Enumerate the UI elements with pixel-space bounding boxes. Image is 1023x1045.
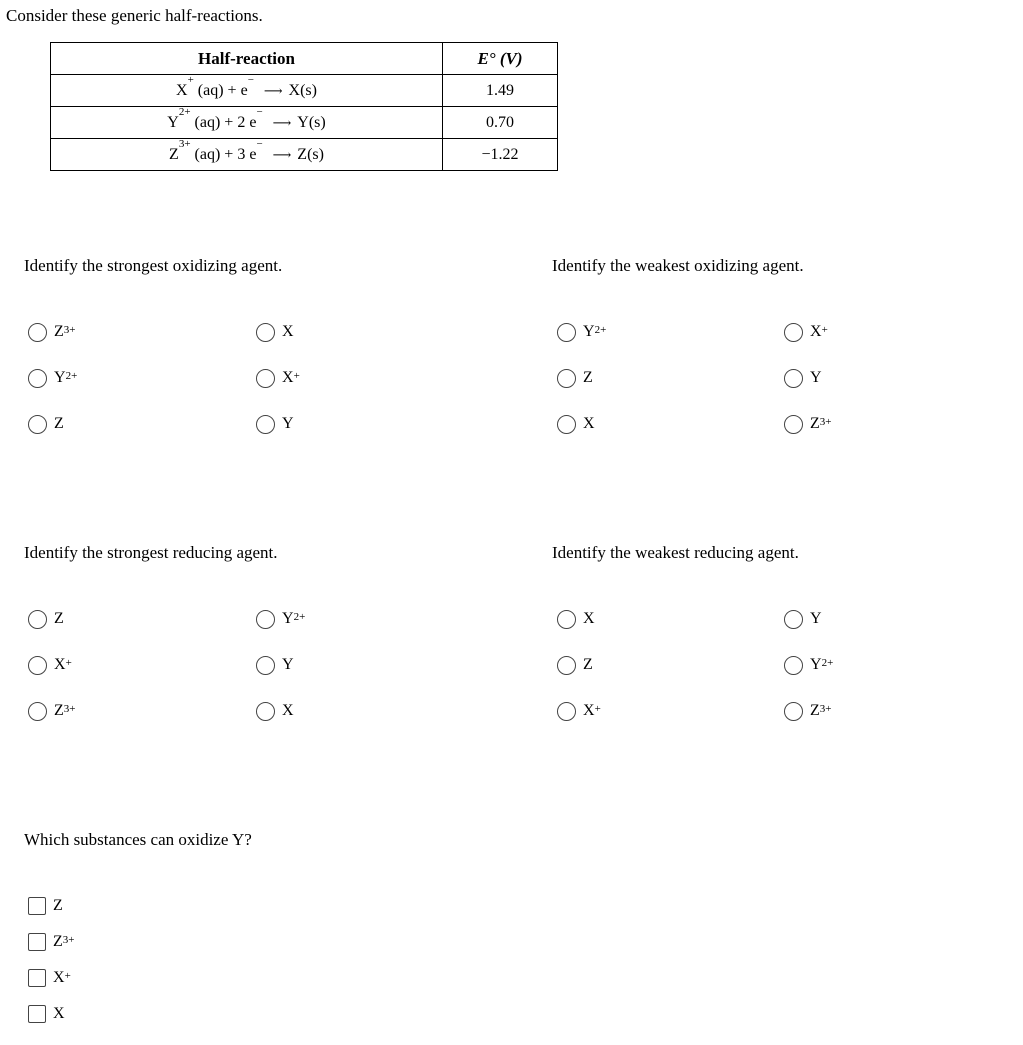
options-weakest-reducing-right	[784, 607, 833, 723]
potential-cell: −1.22	[443, 139, 558, 171]
radio-button[interactable]	[557, 610, 576, 629]
options-weakest-oxidizing-left	[557, 320, 606, 436]
radio-option[interactable]: X +	[256, 366, 300, 390]
intro-text: Consider these generic half-reactions.	[6, 6, 263, 25]
radio-option[interactable]: Y $^{2+}$	[256, 607, 305, 631]
radio-option[interactable]: Z	[28, 412, 77, 436]
radio-button[interactable]	[256, 656, 275, 675]
reaction-cell: $Y^{2+}$ (aq) + 2 e−⟶ Y(s)	[51, 107, 443, 139]
radio-button[interactable]	[256, 369, 275, 388]
checkbox[interactable]	[28, 1005, 46, 1023]
radio-button[interactable]	[28, 656, 47, 675]
radio-option[interactable]: Z	[28, 607, 76, 631]
radio-button[interactable]	[784, 369, 803, 388]
radio-option[interactable]: Y $^{2+}$	[28, 366, 77, 390]
radio-button[interactable]	[28, 610, 47, 629]
radio-button[interactable]	[784, 610, 803, 629]
reaction-cell: X+ (aq) + e−⟶ X(s)	[51, 75, 443, 107]
options-weakest-oxidizing-right	[784, 320, 832, 436]
radio-button[interactable]	[28, 369, 47, 388]
question-weakest-oxidizing: Identify the weakest oxidizing agent.	[552, 256, 804, 275]
radio-button[interactable]	[557, 702, 576, 721]
radio-button[interactable]	[557, 656, 576, 675]
arrow-icon: ⟶	[272, 146, 292, 162]
checkbox-option[interactable]: X	[28, 1002, 75, 1026]
options-oxidize-y	[28, 894, 75, 1026]
radio-option[interactable]: Y	[256, 653, 305, 677]
radio-option[interactable]: Z	[557, 366, 606, 390]
header-half-reaction: Half-reaction	[51, 43, 443, 75]
radio-button[interactable]	[784, 656, 803, 675]
radio-button[interactable]	[256, 415, 275, 434]
radio-button[interactable]	[256, 610, 275, 629]
radio-button[interactable]	[256, 702, 275, 721]
header-potential: E° (V)	[443, 43, 558, 75]
radio-option[interactable]: Y $^{2+}$	[784, 653, 833, 677]
question-oxidize-y: Which substances can oxidize Y?	[24, 830, 252, 849]
radio-option[interactable]: X	[256, 699, 305, 723]
checkbox[interactable]	[28, 897, 46, 915]
question-strongest-reducing: Identify the strongest reducing agent.	[24, 543, 278, 562]
options-strongest-oxidizing-left	[28, 320, 77, 436]
checkbox[interactable]	[28, 969, 46, 987]
potential-cell: 0.70	[443, 107, 558, 139]
table-row	[51, 139, 558, 171]
question-strongest-oxidizing: Identify the strongest oxidizing agent.	[24, 256, 283, 275]
radio-button[interactable]	[28, 415, 47, 434]
options-weakest-reducing-left	[557, 607, 601, 723]
radio-option[interactable]: Y	[256, 412, 300, 436]
radio-button[interactable]	[784, 415, 803, 434]
options-strongest-oxidizing-right	[256, 320, 300, 436]
checkbox-option[interactable]: X +	[28, 966, 75, 990]
table-row	[51, 107, 558, 139]
radio-option[interactable]: Y $^{2+}$	[557, 320, 606, 344]
potential-cell: 1.49	[443, 75, 558, 107]
radio-option[interactable]: Z $^{3+}$	[784, 699, 833, 723]
radio-option[interactable]: X	[256, 320, 300, 344]
radio-option[interactable]: X	[557, 607, 601, 631]
radio-button[interactable]	[256, 323, 275, 342]
radio-button[interactable]	[557, 323, 576, 342]
radio-option[interactable]: X	[557, 412, 606, 436]
radio-option[interactable]: Z $^{3+}$	[28, 699, 76, 723]
checkbox-option[interactable]: Z $^{3+}$	[28, 930, 75, 954]
question-weakest-reducing: Identify the weakest reducing agent.	[552, 543, 799, 562]
radio-option[interactable]: Z $^{3+}$	[28, 320, 77, 344]
half-reaction-table	[50, 42, 558, 171]
checkbox-option[interactable]: Z	[28, 894, 75, 918]
radio-button[interactable]	[28, 702, 47, 721]
radio-button[interactable]	[784, 702, 803, 721]
options-strongest-reducing-left	[28, 607, 76, 723]
table-row	[51, 75, 558, 107]
reaction-cell: $Z^{3+}$ (aq) + 3 e−⟶ Z(s)	[51, 139, 443, 171]
arrow-icon: ⟶	[263, 82, 283, 98]
radio-option[interactable]: Z	[557, 653, 601, 677]
radio-option[interactable]: X +	[784, 320, 832, 344]
radio-button[interactable]	[28, 323, 47, 342]
radio-option[interactable]: X +	[28, 653, 76, 677]
options-strongest-reducing-right	[256, 607, 305, 723]
radio-option[interactable]: Z $^{3+}$	[784, 412, 832, 436]
radio-option[interactable]: Y	[784, 366, 832, 390]
radio-option[interactable]: Y	[784, 607, 833, 631]
radio-button[interactable]	[784, 323, 803, 342]
radio-button[interactable]	[557, 369, 576, 388]
radio-option[interactable]: X +	[557, 699, 601, 723]
arrow-icon: ⟶	[272, 114, 292, 130]
checkbox[interactable]	[28, 933, 46, 951]
radio-button[interactable]	[557, 415, 576, 434]
